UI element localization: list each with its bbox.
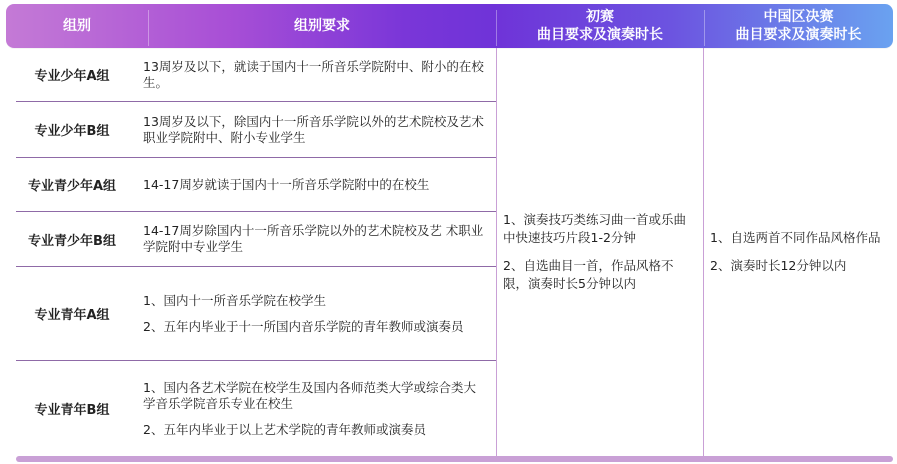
group-label: 专业少年A组 bbox=[34, 69, 110, 84]
header-final-title: 中国区决赛 bbox=[763, 9, 834, 25]
group-label: 专业青少年A组 bbox=[27, 179, 117, 194]
group-requirement bbox=[143, 158, 488, 211]
header-final-subtitle: 曲目要求及演奏时长 bbox=[735, 27, 862, 43]
requirement-text: 14-17周岁就读于国内十一所音乐学院附中的在校生 bbox=[143, 176, 430, 192]
requirement-text: 1、国内十一所音乐学院在校学生 bbox=[143, 292, 326, 308]
final-requirements bbox=[710, 48, 890, 456]
requirement-text: 13周岁及以下，除国内十一所音乐学院以外的艺术院校及艺术职业学院附中、附小专业学生 bbox=[143, 113, 484, 145]
group-requirement bbox=[143, 212, 488, 266]
requirement-text: 13周岁及以下，就读于国内十一所音乐学院附中、附小的在校生。 bbox=[143, 58, 484, 90]
header-prelim bbox=[496, 4, 704, 48]
header-group: 组别 bbox=[63, 18, 91, 34]
group-requirement bbox=[143, 267, 488, 360]
final-item: 1、自选两首不同作品风格作品 bbox=[710, 230, 881, 245]
group-requirement bbox=[143, 361, 488, 456]
group-label: 专业青年B组 bbox=[34, 403, 110, 418]
table-footer-bar bbox=[16, 456, 893, 462]
requirement-text: 2、五年内毕业于十一所国内音乐学院的青年教师或演奏员 bbox=[143, 318, 464, 334]
group-requirement bbox=[143, 48, 488, 101]
requirement-text: 2、五年内毕业于以上艺术学院的青年教师或演奏员 bbox=[143, 421, 426, 437]
header-final bbox=[704, 4, 893, 48]
header-prelim-title: 初赛 bbox=[586, 9, 614, 25]
column-divider bbox=[496, 48, 497, 456]
requirement-text: 14-17周岁除国内十一所音乐学院以外的艺术院校及艺 术职业学院附中专业学生 bbox=[143, 223, 484, 254]
final-item: 2、演奏时长12分钟以内 bbox=[710, 258, 847, 273]
group-requirement bbox=[143, 102, 488, 157]
prelim-item: 2、自选曲目一首，作品风格不限，演奏时长5分钟以内 bbox=[503, 258, 674, 291]
header-requirements: 组别要求 bbox=[294, 18, 350, 34]
table-body bbox=[0, 48, 897, 458]
prelim-requirements bbox=[503, 48, 695, 456]
group-label: 专业少年B组 bbox=[34, 124, 110, 139]
prelim-item: 1、演奏技巧类练习曲一首或乐曲中快速技巧片段1-2分钟 bbox=[503, 212, 686, 245]
column-divider bbox=[703, 48, 704, 456]
header-prelim-subtitle: 曲目要求及演奏时长 bbox=[537, 27, 663, 43]
table-header bbox=[6, 4, 893, 48]
requirement-text: 1、国内各艺术学院在校学生及国内各师范类大学或综合类大学音乐学院音乐专业在校生 bbox=[143, 379, 476, 411]
group-label: 专业青年A组 bbox=[34, 308, 110, 323]
group-label: 专业青少年B组 bbox=[28, 233, 116, 249]
